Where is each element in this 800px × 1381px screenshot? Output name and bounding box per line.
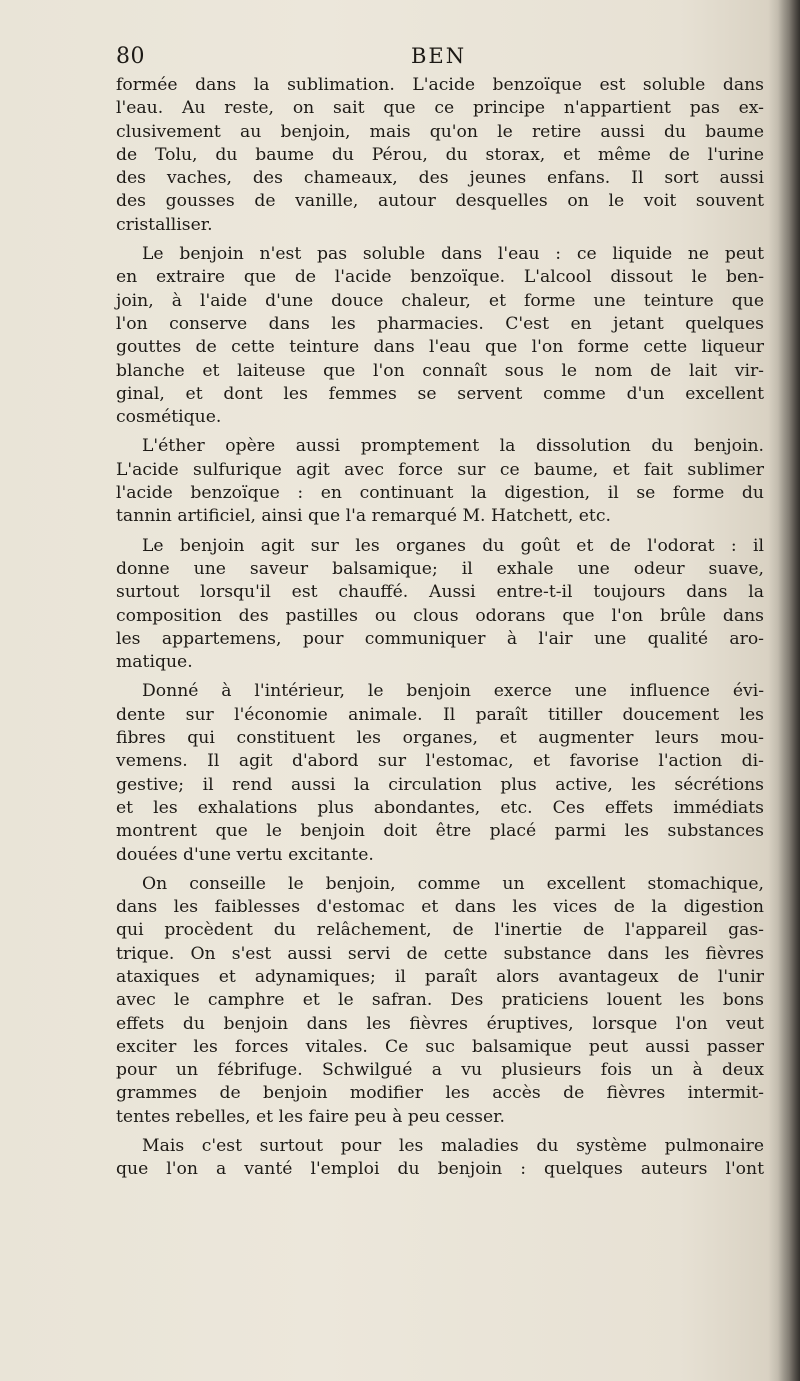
text-line: composition des pastilles ou clous odorans que l'on brûle dans bbox=[116, 605, 764, 626]
text-line: donne une saveur balsamique; il exhale une odeur suave, bbox=[116, 558, 764, 579]
page-gutter-shadow bbox=[778, 0, 800, 1381]
text-line: trique. On s'est aussi servi de cette substance dans les fièvres bbox=[116, 943, 764, 964]
text-line: pour un fébrifuge. Schwilgué a vu plusieurs fois un à deux bbox=[116, 1060, 764, 1081]
text-line: Le benjoin n'est pas soluble dans l'eau : ce liquide ne peut bbox=[142, 244, 764, 265]
text-line: tentes rebelles, et les faire peu à peu cesser. bbox=[116, 1106, 505, 1127]
text-line: montrent que le benjoin doit être placé parmi les substances bbox=[116, 821, 764, 842]
text-line: gouttes de cette teinture dans l'eau que l'on forme cette liqueur bbox=[116, 337, 764, 358]
page-number: 80 bbox=[116, 44, 145, 69]
text-line: tannin artificiel, ainsi que l'a remarqué M. Hatchett, etc. bbox=[116, 506, 611, 527]
paragraph bbox=[116, 435, 764, 528]
text-line: exciter les forces vitales. Ce suc balsamique peut aussi passer bbox=[116, 1036, 764, 1057]
text-line: et les exhalations plus abondantes, etc. Ces effets immédiats bbox=[116, 797, 764, 818]
text-line: vemens. Il agit d'abord sur l'estomac, et favorise l'action di- bbox=[116, 751, 764, 772]
text-line: L'éther opère aussi promptement la dissolution du benjoin. bbox=[142, 436, 764, 457]
body-text bbox=[116, 74, 764, 1182]
text-line: des gousses de vanille, autour desquelles on le voit souvent bbox=[116, 191, 764, 212]
text-line: cosmétique. bbox=[116, 407, 222, 428]
text-line: de Tolu, du baume du Pérou, du storax, et même de l'urine bbox=[116, 144, 764, 165]
text-line: effets du benjoin dans les fièvres éruptives, lorsque l'on veut bbox=[116, 1013, 764, 1034]
text-line: gestive; il rend aussi la circulation plus active, les sécrétions bbox=[116, 774, 764, 795]
text-line: clusivement au benjoin, mais qu'on le retire aussi du baume bbox=[116, 121, 764, 142]
text-line: des vaches, des chameaux, des jeunes enfans. Il sort aussi bbox=[116, 168, 764, 189]
text-line: Mais c'est surtout pour les maladies du système pulmonaire bbox=[142, 1136, 764, 1157]
text-line: L'acide sulfurique agit avec force sur ce baume, et fait sublimer bbox=[116, 459, 764, 480]
text-line: fibres qui constituent les organes, et augmenter leurs mou- bbox=[116, 728, 764, 749]
page-header bbox=[116, 40, 764, 74]
paragraph bbox=[116, 535, 764, 675]
text-line: l'eau. Au reste, on sait que ce principe n'appartient pas ex- bbox=[116, 98, 764, 119]
paragraph bbox=[116, 1135, 764, 1182]
text-line: surtout lorsqu'il est chauffé. Aussi entre-t-il toujours dans la bbox=[116, 582, 764, 603]
text-line: en extraire que de l'acide benzoïque. L'alcool dissout le ben- bbox=[116, 267, 764, 288]
running-head: BEN bbox=[411, 44, 467, 68]
text-line: que l'on a vanté l'emploi du benjoin : quelques auteurs l'ont bbox=[116, 1159, 764, 1180]
text-line: formée dans la sublimation. L'acide benzoïque est soluble dans bbox=[116, 75, 764, 95]
text-line: cristalliser. bbox=[116, 214, 213, 235]
text-line: blanche et laiteuse que l'on connaît sous le nom de lait vir- bbox=[116, 360, 764, 381]
text-line: l'on conserve dans les pharmacies. C'est en jetant quelques bbox=[116, 313, 764, 334]
text-line: avec le camphre et le safran. Des praticiens louent les bons bbox=[116, 990, 764, 1011]
text-line: ataxiques et adynamiques; il paraît alors avantageux de l'unir bbox=[116, 966, 764, 987]
paragraph bbox=[116, 243, 764, 429]
text-line: join, à l'aide d'une douce chaleur, et forme une teinture que bbox=[116, 290, 764, 311]
paragraph bbox=[116, 74, 764, 237]
paragraph bbox=[116, 873, 764, 1129]
text-line: ginal, et dont les femmes se servent comme d'un excellent bbox=[116, 383, 764, 404]
text-line: douées d'une vertu excitante. bbox=[116, 844, 374, 865]
text-line: les appartemens, pour communiquer à l'air une qualité aro- bbox=[116, 628, 764, 649]
text-line: Donné à l'intérieur, le benjoin exerce une influence évi- bbox=[142, 681, 764, 702]
text-line: qui procèdent du relâchement, de l'inertie de l'appareil gas- bbox=[116, 920, 764, 941]
paragraph bbox=[116, 680, 764, 866]
text-line: grammes de benjoin modifier les accès de fièvres intermit- bbox=[116, 1083, 764, 1104]
text-line: matique. bbox=[116, 652, 193, 673]
text-line: dente sur l'économie animale. Il paraît titiller doucement les bbox=[116, 704, 764, 725]
text-line: dans les faiblesses d'estomac et dans les vices de la digestion bbox=[116, 897, 764, 918]
text-line: Le benjoin agit sur les organes du goût et de l'odorat : il bbox=[142, 535, 764, 556]
text-line: On conseille le benjoin, comme un excellent stomachique, bbox=[142, 873, 764, 894]
text-line: l'acide benzoïque : en continuant la digestion, il se forme du bbox=[116, 483, 764, 504]
